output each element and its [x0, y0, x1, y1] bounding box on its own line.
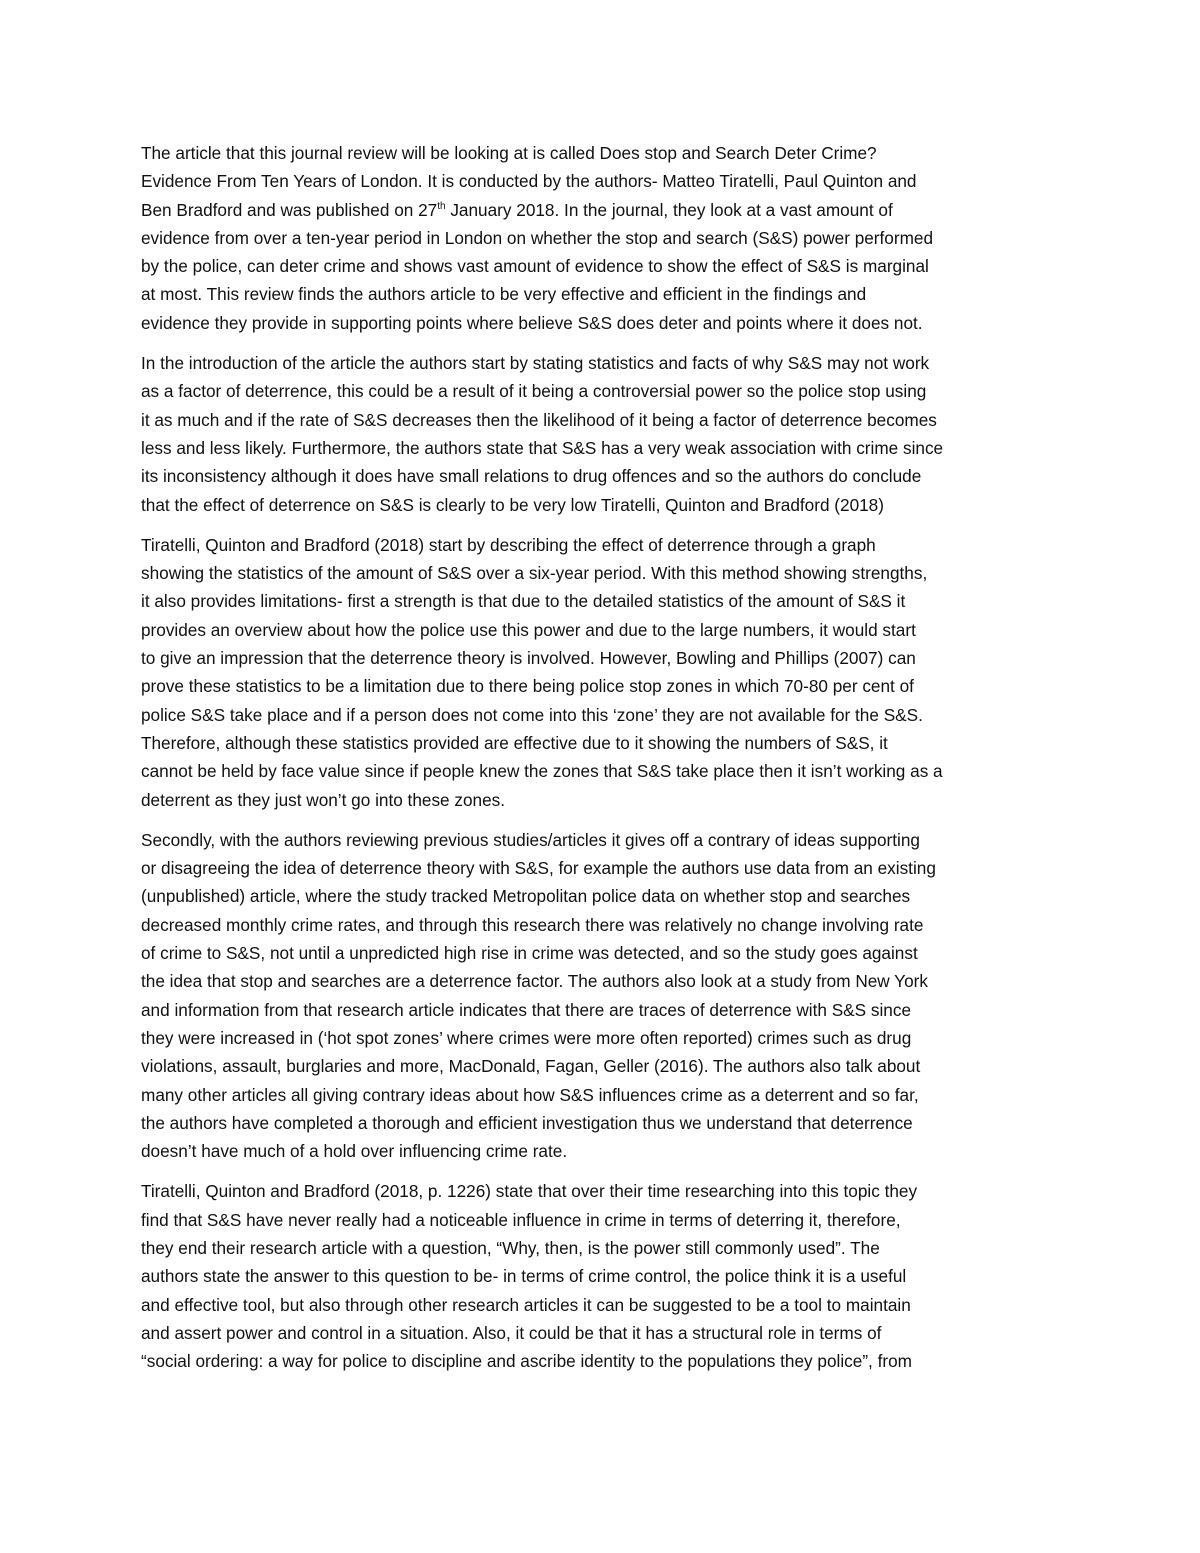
- text-line: as a factor of deterrence, this could be a result of it being a controversial power so the police stop using: [141, 381, 927, 402]
- text-line: its inconsistency although it does have small relations to drug offences and so the authors do conclude: [141, 466, 922, 487]
- text-line: authors state the answer to this question to be- in terms of crime control, the police think it is a useful: [141, 1266, 907, 1287]
- text-line: the idea that stop and searches are a deterrence factor. The authors also look at a study from New York: [141, 971, 928, 992]
- text-line: [141, 196, 1061, 224]
- text-line: it also provides limitations- first a strength is that due to the detailed statistics of the amount of S&S it: [141, 591, 906, 612]
- text-line: decreased monthly crime rates, and through this research there was relatively no change involving rate: [141, 914, 924, 935]
- text-line: deterrent as they just won’t go into these zones.: [141, 789, 506, 810]
- text-line: and effective tool, but also through other research articles it can be suggested to be a tool to maintain: [141, 1294, 911, 1315]
- text-line: or disagreeing the idea of deterrence theory with S&S, for example the authors use data from an existing: [141, 858, 936, 879]
- text-line: “social ordering: a way for police to discipline and ascribe identity to the populations they police”, from: [141, 1351, 912, 1372]
- text-line: Evidence From Ten Years of London. It is conducted by the authors- Matteo Tiratelli, Paul Quinton and: [141, 171, 917, 192]
- text-line: (unpublished) article, where the study tracked Metropolitan police data on whether stop and searches: [141, 886, 911, 907]
- text-line: that the effect of deterrence on S&S is clearly to be very low Tiratelli, Quinton and Bradford (2018): [141, 494, 884, 515]
- text-line: evidence from over a ten-year period in London on whether the stop and search (S&S) power performed: [141, 227, 934, 248]
- text-segment: Ben Bradford and was published on 27: [141, 199, 438, 220]
- text-line: evidence they provide in supporting points where believe S&S does deter and points where it does not.: [141, 312, 923, 333]
- ordinal-superscript: th: [437, 200, 446, 212]
- paragraph-4: [141, 826, 1061, 1166]
- text-line: The article that this journal review will be looking at is called Does stop and Search Deter Crime?: [141, 143, 877, 163]
- text-line: they end their research article with a question, “Why, then, is the power still commonly used”. The: [141, 1237, 880, 1258]
- document-body: [141, 139, 1061, 1387]
- text-line: In the introduction of the article the authors start by stating statistics and facts of why S&S may not work: [141, 353, 930, 374]
- text-line: less and less likely. Furthermore, the authors state that S&S has a very weak association with crime since: [141, 437, 944, 458]
- text-line: Secondly, with the authors reviewing previous studies/articles it gives off a contrary of ideas supporting: [141, 829, 920, 850]
- text-line: by the police, can deter crime and shows vast amount of evidence to show the effect of S&S is marginal: [141, 256, 929, 277]
- paragraph-2: [141, 349, 1061, 519]
- text-line: doesn’t have much of a hold over influencing crime rate.: [141, 1141, 568, 1162]
- text-segment: January 2018. In the journal, they look at a vast amount of: [445, 199, 893, 220]
- text-line: Tiratelli, Quinton and Bradford (2018) start by describing the effect of deterrence through a graph: [141, 534, 876, 555]
- text-line: provides an overview about how the police use this power and due to the large numbers, it would start: [141, 619, 916, 640]
- text-line: many other articles all giving contrary ideas about how S&S influences crime as a deterrent and so far,: [141, 1084, 919, 1105]
- text-line: of crime to S&S, not until a unpredicted high rise in crime was detected, and so the study goes against: [141, 943, 918, 964]
- text-line: at most. This review finds the authors article to be very effective and efficient in the findings and: [141, 284, 867, 305]
- paragraph-3: [141, 531, 1061, 814]
- text-line: violations, assault, burglaries and more, MacDonald, Fagan, Geller (2016). The authors also talk about: [141, 1056, 921, 1077]
- text-line: Tiratelli, Quinton and Bradford (2018, p. 1226) state that over their time researching into this topic they: [141, 1181, 918, 1202]
- text-line: Therefore, although these statistics provided are effective due to it showing the numbers of S&S, it: [141, 732, 888, 753]
- text-line: they were increased in (‘hot spot zones’ where crimes were more often reported) crimes such as drug: [141, 1027, 912, 1048]
- text-line: and information from that research article indicates that there are traces of deterrence with S&S since: [141, 999, 911, 1020]
- text-line: prove these statistics to be a limitation due to there being police stop zones in which 70-80 per cent of: [141, 676, 914, 697]
- text-line: to give an impression that the deterrence theory is involved. However, Bowling and Phillips (2007) can: [141, 648, 916, 669]
- text-line: and assert power and control in a situation. Also, it could be that it has a structural role in terms of: [141, 1322, 882, 1343]
- text-line: police S&S take place and if a person does not come into this ‘zone’ they are not available for the S&S.: [141, 704, 923, 725]
- text-line: cannot be held by face value since if people knew the zones that S&S take place then it isn’t working as a: [141, 761, 943, 782]
- paragraph-5: [141, 1177, 1061, 1375]
- text-line: find that S&S have never really had a noticeable influence in crime in terms of deterring it, therefore,: [141, 1209, 901, 1230]
- paragraph-1: [141, 139, 1061, 337]
- text-line: the authors have completed a thorough and efficient investigation thus we understand that deterrence: [141, 1112, 913, 1133]
- text-line: it as much and if the rate of S&S decreases then the likelihood of it being a factor of deterrence becomes: [141, 409, 937, 430]
- text-line: showing the statistics of the amount of S&S over a six-year period. With this method showing strengths,: [141, 563, 928, 584]
